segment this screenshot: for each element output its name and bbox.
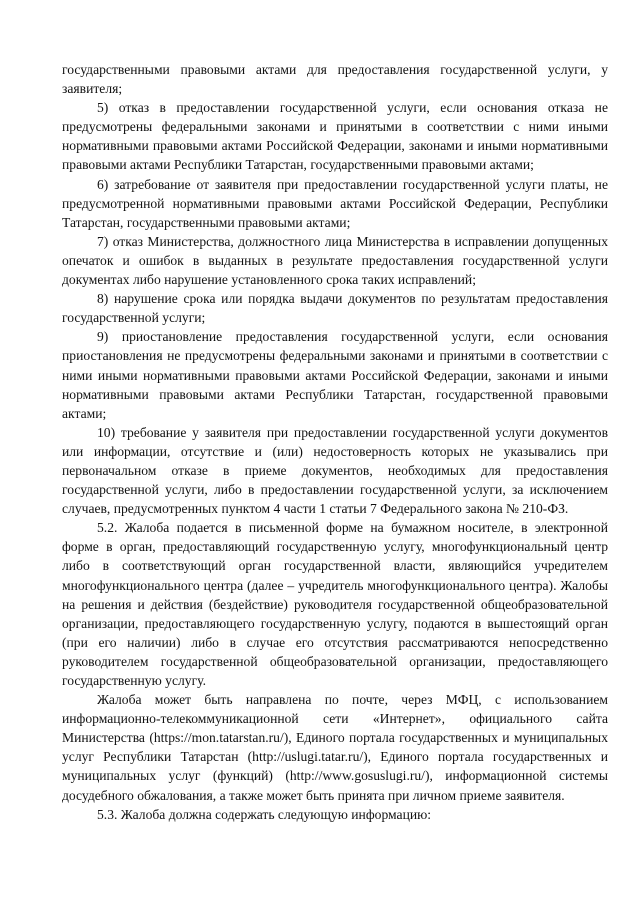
- paragraph-continuation: государственными правовыми актами для предоставления государственной услуги, у заявителя;: [62, 62, 608, 97]
- paragraph-item-5: 5) отказ в предоставлении государственной услуги, если основания отказа не предусмотрены федеральными законами и принятыми в соответствии с ними иными нормативными правовыми актами Российской Федерации, законами и иными нормативными правовыми актами Республики Татарстан, государственными правовыми актами;: [62, 100, 608, 173]
- paragraph-complaint-channels: Жалоба может быть направлена по почте, через МФЦ, с использованием информационно-телекоммуникационной сети «Интернет», официального сайта Министерства (https://mon.tatarstan.ru/), Единого портала государственных и муниципальных услуг Республики Татарстан (http://uslugi.tatar.ru/), Единого портала государственных и муниципальных услуг (функций) (http://www.gosuslugi.ru/), информационной системы досудебного обжалования, а также может быть принята при личном приеме заявителя.: [62, 692, 608, 803]
- paragraph-item-6: 6) затребование от заявителя при предоставлении государственной услуги платы, не предусмотренной нормативными правовыми актами Российской Федерации, Республики Татарстан, государственными правовыми актами;: [62, 176, 608, 230]
- paragraph-item-10: 10) требование у заявителя при предоставлении государственной услуги документов или информации, отсутствие и (или) недостоверность которых не указывались при первоначальном отказе в приеме документов, необходимых для предоставления государственной услуги, либо в предоставлении государственной услуги, за исключением случаев, предусмотренных пунктом 4 части 1 статьи 7 Федерального закона № 210-ФЗ.: [62, 424, 608, 517]
- paragraph-item-8: 8) нарушение срока или порядка выдачи документов по результатам предоставления государственной услуги;: [62, 291, 608, 326]
- document-page: [62, 60, 608, 824]
- paragraph-5-2: 5.2. Жалоба подается в письменной форме на бумажном носителе, в электронной форме в орган, предоставляющий государственную услугу, многофункциональный центр либо в соответствующий орган государственной власти, являющийся учредителем многофункционального центра (далее – учредитель многофункционального центра). Жалобы на решения и действия (бездействие) руководителя государственной общеобразовательной организации, предоставляющего государственную услугу, подаются в вышестоящий орган (при его наличии) либо в случае его отсутствия рассматриваются непосредственно руководителем государственной общеобразовательной организации, предоставляющего государственную услугу.: [62, 520, 608, 688]
- paragraph-item-9: 9) приостановление предоставления государственной услуги, если основания приостановления не предусмотрены федеральными законами и принятыми в соответствии с ними иными нормативными правовыми актами Российской Федерации, законами и иными нормативными правовыми актами Республики Татарстан, государственной правовыми актами;: [62, 329, 608, 421]
- paragraph-item-7: 7) отказ Министерства, должностного лица Министерства в исправлении допущенных опечаток и ошибок в выданных в результате предоставления государственной услуги документах либо нарушение установленного срока таких исправлений;: [62, 233, 608, 288]
- paragraph-5-3: 5.3. Жалоба должна содержать следующую информацию:: [97, 806, 432, 822]
